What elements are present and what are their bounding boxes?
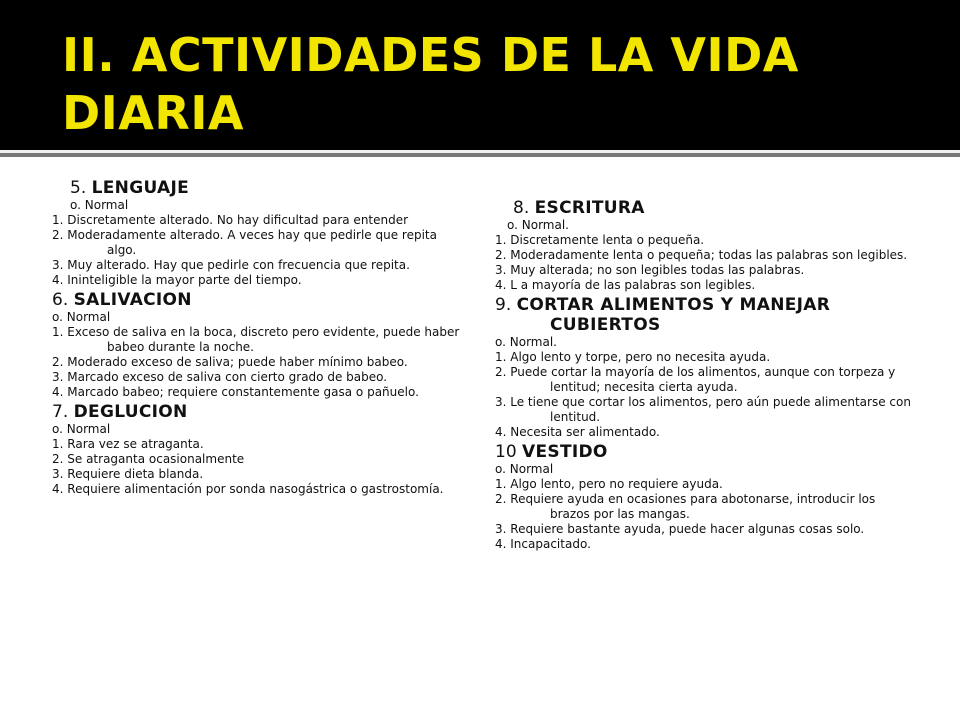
option-item: 1. Algo lento y torpe, pero no necesita ayuda. [495, 350, 771, 364]
section-vestido-heading [495, 442, 915, 462]
option-item: 2. Puede cortar la mayoría de los alimentos, aunque con torpeza y lentitud; necesita cierta ayuda. [495, 365, 896, 394]
option-item: 2. Se atraganta ocasionalmente [52, 452, 245, 466]
option-item: o. Normal. [495, 335, 557, 349]
section-deglucion-heading [52, 402, 462, 422]
option-item: 2. Moderadamente lenta o pequeña; todas las palabras son legibles. [495, 248, 908, 262]
section-escritura-heading [495, 198, 915, 218]
section-cortar-alimentos-heading [495, 295, 915, 335]
section-number: 10 [495, 442, 517, 462]
left-column [52, 176, 462, 497]
option-item: 4. Marcado babeo; requiere constantemente gasa o pañuelo. [52, 385, 419, 399]
section-number: 8. [513, 198, 530, 218]
option-item: 1. Algo lento, pero no requiere ayuda. [495, 477, 723, 491]
section-label: SALIVACION [73, 290, 192, 310]
option-item: 3. Requiere dieta blanda. [52, 467, 204, 481]
option-item: o. Normal. [507, 218, 569, 232]
option-item: 4. Necesita ser alimentado. [495, 425, 660, 439]
section-salivacion-heading [52, 290, 462, 310]
option-item: 1. Discretamente alterado. No hay dificultad para entender [52, 213, 409, 227]
option-item: 4. Ininteligible la mayor parte del tiempo. [52, 273, 302, 287]
option-item: 2. Moderado exceso de saliva; puede haber mínimo babeo. [52, 355, 408, 369]
option-item: 3. Muy alterada; no son legibles todas las palabras. [495, 263, 805, 277]
option-item: 3. Requiere bastante ayuda, puede hacer algunas cosas solo. [495, 522, 865, 536]
option-item: o. Normal [52, 422, 111, 436]
section-lenguaje-heading [52, 178, 462, 198]
option-item: 2. Requiere ayuda en ocasiones para abotonarse, introducir los brazos por las mangas. [495, 492, 876, 521]
option-item: 3. Le tiene que cortar los alimentos, pero aún puede alimentarse con lentitud. [495, 395, 911, 424]
option-item: 2. Moderadamente alterado. A veces hay que pedirle que repita algo. [52, 228, 437, 257]
option-item: 1. Rara vez se atraganta. [52, 437, 204, 451]
option-item: o. Normal [52, 310, 111, 324]
option-item: 3. Muy alterado. Hay que pedirle con frecuencia que repita. [52, 258, 410, 272]
option-item: 3. Marcado exceso de saliva con cierto grado de babeo. [52, 370, 388, 384]
option-item: 4. Requiere alimentación por sonda nasogástrica o gastrostomía. [52, 482, 444, 496]
option-item: 4. L a mayoría de las palabras son legibles. [495, 278, 756, 292]
section-label: LENGUAJE [91, 178, 190, 198]
option-item: o. Normal [70, 198, 129, 212]
section-number: 5. [70, 178, 87, 198]
section-label: VESTIDO [522, 442, 608, 462]
section-label: ESCRITURA [534, 198, 645, 218]
option-item: o. Normal [495, 462, 554, 476]
section-number: 9. [495, 295, 512, 315]
section-number: 6. [52, 290, 69, 310]
title-band [0, 0, 960, 150]
right-column [495, 196, 915, 552]
section-number: 7. [52, 402, 69, 422]
section-label: DEGLUCION [73, 402, 188, 422]
option-item: 1. Discretamente lenta o pequeña. [495, 233, 705, 247]
slide-title: II. ACTIVIDADES DE LA VIDA DIARIA [62, 28, 799, 140]
section-label: CORTAR ALIMENTOS Y MANEJAR CUBIERTOS [516, 295, 831, 335]
option-item: 1. Exceso de saliva en la boca, discreto pero evidente, puede haber babeo durante la noche. [52, 325, 460, 354]
option-item: 4. Incapacitado. [495, 537, 591, 551]
